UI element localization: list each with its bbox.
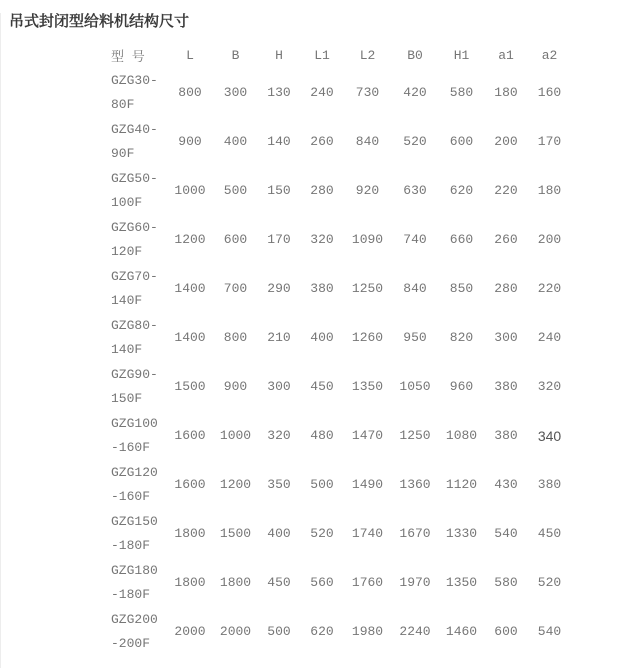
value-cell: 380 [310,281,334,296]
value-cell: 1250 [351,281,384,296]
value-cell: 800 [223,330,248,345]
column-header-B0: B0 [407,47,423,63]
model-cell [105,313,167,362]
value-cell: 520 [403,134,427,149]
column-header-a1: a1 [498,47,514,63]
table-row [105,460,571,509]
value-cell: 200 [537,232,562,247]
model-cell [105,362,167,411]
value-cell: 920 [355,183,380,198]
value-cell: 380 [494,428,518,443]
value-cell: 1330 [445,526,478,541]
table-row [105,68,571,117]
model-line: GZG30- [111,72,158,88]
model-line: GZG150 [111,513,158,529]
model-line: 150F [111,390,143,406]
table-body [105,68,571,656]
model-cell [105,215,167,264]
value-cell: 1400 [174,330,206,345]
value-cell: 2000 [174,624,206,639]
value-cell: 1600 [174,428,206,443]
value-cell: 700 [223,281,248,296]
model-cell [105,607,167,656]
value-cell: 1360 [399,477,431,492]
value-cell: 290 [267,281,291,296]
column-header-L2: L2 [359,47,376,63]
value-cell: 840 [403,281,427,296]
model-line: GZG80- [111,317,158,333]
value-cell: 400 [223,134,248,149]
value-cell: 1200 [174,232,206,247]
value-cell: 1000 [174,183,206,198]
value-cell: 620 [310,624,334,639]
value-cell: 210 [267,330,291,345]
value-cell: 400 [267,526,291,541]
value-cell: 1470 [351,428,384,443]
value-cell: 260 [310,134,334,149]
table-row [105,313,571,362]
value-cell: 600 [494,624,518,639]
value-cell: 1670 [399,526,431,541]
spec-table [105,42,571,656]
model-cell [105,411,167,460]
value-cell: 350 [267,477,291,492]
value-cell: 170 [267,232,291,247]
value-cell: 1800 [174,575,206,590]
model-line: 90F [111,145,135,161]
value-cell: 950 [403,330,427,345]
column-header-L: L [186,47,194,63]
model-line: -160F [111,439,151,455]
value-cell: 2240 [399,624,431,639]
model-line: GZG120 [111,464,158,480]
value-cell: 200 [494,134,518,149]
value-cell: 320 [267,428,291,443]
column-header-H: H [275,47,283,63]
value-cell: 540 [537,624,562,639]
table-row [105,411,571,460]
value-cell: 220 [494,183,518,198]
value-cell: 420 [403,85,427,100]
page [1,13,630,656]
table-row [105,264,571,313]
value-cell: 560 [310,575,334,590]
model-line: -200F [111,635,151,651]
value-cell: 1120 [445,477,478,492]
value-cell: 180 [537,183,562,198]
value-cell: 450 [310,379,334,394]
value-cell: 1090 [351,232,384,247]
column-header-L1: L1 [314,47,330,63]
model-cell [105,460,167,509]
value-cell: 450 [267,575,291,590]
value-cell: 400 [310,330,334,345]
value-cell: 1050 [399,379,431,394]
value-cell: 730 [355,85,380,100]
value-cell: 1800 [174,526,206,541]
value-cell: 1260 [351,330,384,345]
value-cell: 500 [267,624,291,639]
value-cell: 1490 [351,477,384,492]
model-cell [105,68,167,117]
value-cell: 1970 [399,575,431,590]
value-cell: 180 [494,85,518,100]
value-cell: 500 [310,477,334,492]
column-header-B: B [231,47,240,63]
value-cell: 600 [223,232,248,247]
value-cell: 1000 [219,428,252,443]
value-cell: 600 [449,134,474,149]
model-line: GZG200 [111,611,158,627]
value-cell: 1600 [174,477,206,492]
model-line: -180F [111,586,151,602]
model-cell [105,558,167,607]
model-cell [105,264,167,313]
value-cell: 1400 [174,281,206,296]
value-cell: 240 [310,85,334,100]
model-cell [105,509,167,558]
value-cell: 140 [267,134,291,149]
value-cell: 300 [223,85,248,100]
value-cell: 450 [537,526,562,541]
value-cell: 1200 [219,477,252,492]
model-line: 140F [111,341,143,357]
value-cell: 500 [223,183,248,198]
value-cell: 2000 [219,624,252,639]
model-cell [105,166,167,215]
value-cell: 280 [310,183,334,198]
model-line: 120F [111,243,143,259]
value-cell: 900 [223,379,248,394]
value-cell: 840 [355,134,380,149]
model-line: -180F [111,537,151,553]
value-cell: 480 [310,428,334,443]
value-cell: 340 [537,427,562,444]
value-cell: 800 [178,85,202,100]
model-line: 80F [111,96,135,112]
table-row [105,558,571,607]
value-cell: 300 [494,330,518,345]
value-cell: 380 [494,379,518,394]
value-cell: 1500 [174,379,206,394]
model-line: GZG60- [111,219,158,235]
value-cell: 1800 [219,575,252,590]
table-row [105,509,571,558]
value-cell: 1350 [351,379,384,394]
value-cell: 1460 [445,624,478,639]
value-cell: 660 [449,232,474,247]
model-line: GZG180 [111,562,158,578]
value-cell: 280 [494,281,518,296]
value-cell: 170 [537,134,562,149]
value-cell: 380 [537,477,562,492]
value-cell: 850 [449,281,474,296]
table-header-row [105,42,571,68]
value-cell: 620 [449,183,474,198]
table-row [105,215,571,264]
value-cell: 220 [537,281,562,296]
value-cell: 1760 [351,575,384,590]
value-cell: 260 [494,232,518,247]
value-cell: 1500 [219,526,252,541]
model-cell [105,117,167,166]
value-cell: 740 [403,232,427,247]
value-cell: 320 [537,379,562,394]
model-line: GZG90- [111,366,158,382]
table-row [105,117,571,166]
value-cell: 1080 [445,428,478,443]
column-header-model: 型 号 [111,49,145,65]
value-cell: 520 [537,575,562,590]
value-cell: 630 [403,183,427,198]
model-line: -160F [111,488,151,504]
table-row [105,166,571,215]
model-line: 140F [111,292,143,308]
value-cell: 300 [267,379,291,394]
column-header-a2: a2 [541,47,558,63]
table-row [105,362,571,411]
value-cell: 520 [310,526,334,541]
model-line: 100F [111,194,143,210]
value-cell: 130 [267,85,291,100]
value-cell: 1980 [351,624,384,639]
model-line: GZG100 [111,415,158,431]
value-cell: 820 [449,330,474,345]
model-line: GZG40- [111,121,158,137]
value-cell: 960 [449,379,474,394]
value-cell: 580 [494,575,518,590]
value-cell: 320 [310,232,334,247]
column-header-H1: H1 [453,47,470,63]
value-cell: 580 [449,85,474,100]
page-title: 吊式封闭型给料机结构尺寸 [9,13,190,30]
value-cell: 160 [537,85,562,100]
value-cell: 1250 [399,428,431,443]
model-line: GZG50- [111,170,158,186]
value-cell: 430 [494,477,518,492]
value-cell: 240 [537,330,562,345]
value-cell: 540 [494,526,518,541]
model-line: GZG70- [111,268,158,284]
table-row [105,607,571,656]
value-cell: 150 [267,183,291,198]
value-cell: 1350 [445,575,478,590]
value-cell: 900 [178,134,202,149]
value-cell: 1740 [351,526,384,541]
